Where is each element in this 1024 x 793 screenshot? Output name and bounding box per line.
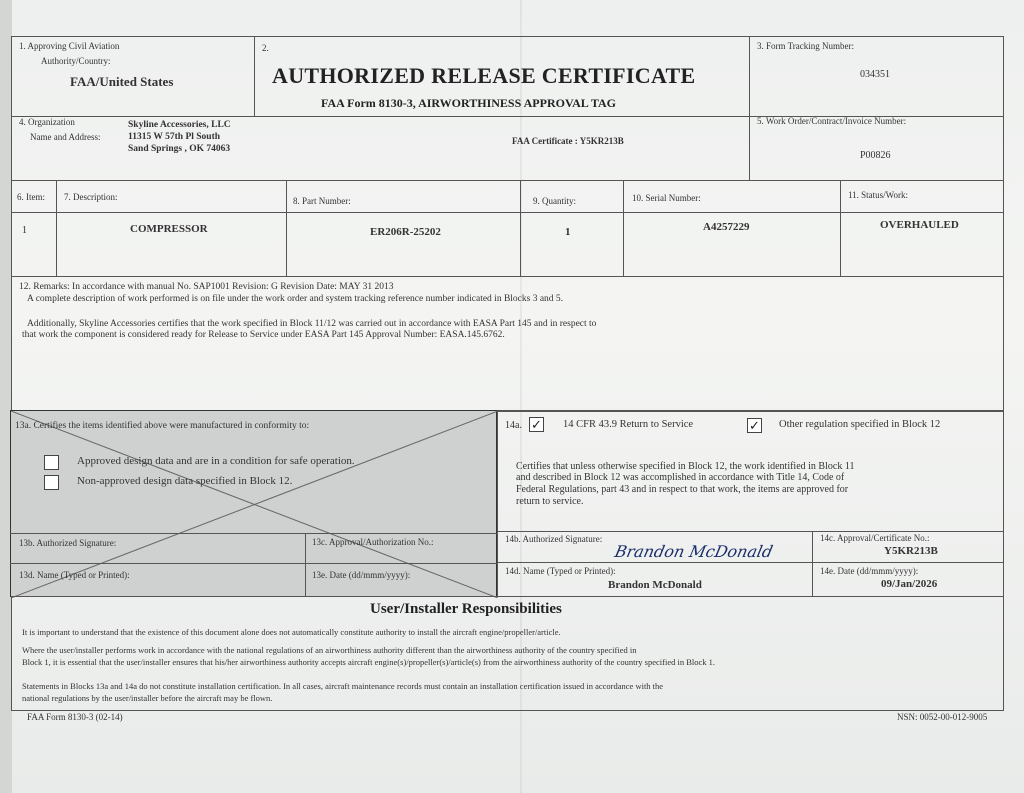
faa-certificate: FAA Certificate : Y5KR213B xyxy=(512,136,624,146)
block13-divider xyxy=(305,533,306,597)
block1-label: 1. Approving Civil Aviation xyxy=(19,41,120,51)
header-description: 7. Description: xyxy=(64,192,118,202)
other-regulation-checkbox[interactable]: ✓ xyxy=(747,418,762,433)
block4-label-2: Name and Address: xyxy=(30,132,101,142)
block14-divider xyxy=(497,531,1004,532)
signature-date: 09/Jan/2026 xyxy=(881,578,938,590)
header-item: 6. Item: xyxy=(17,192,45,202)
block13b-label: 13b. Authorized Signature: xyxy=(19,538,117,548)
cfr-43-9-label: 14 CFR 43.9 Return to Service xyxy=(563,419,694,430)
col-divider xyxy=(623,180,624,277)
header-status: 11. Status/Work: xyxy=(848,190,908,200)
responsibilities-p3b: national regulations by the user/installer before the aircraft may be flown. xyxy=(22,693,273,703)
col-divider xyxy=(840,180,841,277)
printed-name: Brandon McDonald xyxy=(608,579,702,591)
nsn-footer: NSN: 0052-00-012-9005 xyxy=(897,712,988,722)
responsibilities-heading: User/Installer Responsibilities xyxy=(370,601,562,617)
block14a-label: 14a. xyxy=(505,420,522,431)
remarks-line-1: 12. Remarks: In accordance with manual No. SAP1001 Revision: G Revision Date: MAY 31 2013 xyxy=(19,282,394,292)
block14-cert-line-4: return to service. xyxy=(516,496,584,507)
row-quantity: 1 xyxy=(565,226,571,238)
block14d-label: 14d. Name (Typed or Printed): xyxy=(505,566,616,576)
form-number-footer: FAA Form 8130-3 (02-14) xyxy=(27,712,123,722)
org-street: 11315 W 57th Pl South xyxy=(128,132,221,142)
header-part-number: 8. Part Number: xyxy=(293,196,351,206)
block14-divider xyxy=(497,562,1004,563)
block5-label: 5. Work Order/Contract/Invoice Number: xyxy=(757,116,907,126)
non-approved-design-checkbox[interactable] xyxy=(44,475,59,490)
approved-design-label: Approved design data and are in a condition for safe operation. xyxy=(77,455,355,467)
items-header-divider xyxy=(11,212,1004,213)
responsibilities-p2a: Where the user/installer performs work in accordance with the national regulations of an airworthiness authority different than the airworthiness authority of the country specified in xyxy=(22,645,637,655)
non-approved-design-label: Non-approved design data specified in Block 12. xyxy=(77,475,293,487)
row-status: OVERHAULED xyxy=(880,219,959,231)
block13c-label: 13c. Approval/Authorization No.: xyxy=(312,537,434,547)
block14b-label: 14b. Authorized Signature: xyxy=(505,534,603,544)
col-divider xyxy=(286,180,287,277)
block14c-label: 14c. Approval/Certificate No.: xyxy=(820,533,930,543)
block14-divider xyxy=(812,531,813,597)
block2-label: 2. xyxy=(262,43,269,53)
header-quantity: 9. Quantity: xyxy=(533,196,576,206)
responsibilities-p1: It is important to understand that the existence of this document alone does not automatically constitute authority to install the aircraft engine/propeller/article. xyxy=(22,627,561,637)
block13e-label: 13e. Date (dd/mmm/yyyy): xyxy=(312,570,411,580)
block13-shaded-area xyxy=(10,410,497,597)
block14-cert-line-1: Certifies that unless otherwise specified in Block 12, the work identified in Block 11 xyxy=(516,461,855,472)
form-tracking-number: 034351 xyxy=(860,69,890,80)
block14-cert-line-3: Federal Regulations, part 43 and in respect to that work, the items are approved for xyxy=(516,484,849,495)
row-part-number: ER206R-25202 xyxy=(370,226,441,238)
cfr-43-9-checkbox[interactable]: ✓ xyxy=(529,417,544,432)
block4-label: 4. Organization xyxy=(19,117,75,127)
block4-box xyxy=(11,116,750,181)
other-regulation-label: Other regulation specified in Block 12 xyxy=(779,419,941,430)
org-name: Skyline Accessories, LLC xyxy=(128,120,231,130)
approval-certificate-number: Y5KR213B xyxy=(884,545,938,557)
col-divider xyxy=(520,180,521,277)
block13a-label: 13a. Certifies the items identified above were manufactured in conformity to: xyxy=(15,421,310,431)
header-serial: 10. Serial Number: xyxy=(632,193,701,203)
certificate-title: AUTHORIZED RELEASE CERTIFICATE xyxy=(272,63,696,88)
handwritten-signature: Brandon McDonald xyxy=(612,542,775,561)
block14e-label: 14e. Date (dd/mmm/yyyy): xyxy=(820,566,919,576)
block1-label-2: Authority/Country: xyxy=(41,56,111,66)
block3-label: 3. Form Tracking Number: xyxy=(757,41,855,51)
certificate-subtitle: FAA Form 8130-3, AIRWORTHINESS APPROVAL TAG xyxy=(321,96,616,110)
block13-divider xyxy=(10,533,497,534)
responsibilities-p2b: Block 1, it is essential that the user/installer ensures that his/her airworthiness authority accepts aircraft engine(s)/propeller(s)/article(s) from the airworthiness authority of the country specified in Block 1. xyxy=(22,657,716,667)
block13-divider xyxy=(10,563,497,564)
block13d-label: 13d. Name (Typed or Printed): xyxy=(19,570,130,580)
row-item: 1 xyxy=(22,225,27,236)
remarks-line-2: A complete description of work performed is on file under the work order and system tracking reference number indicated in Blocks 3 and 5. xyxy=(27,294,564,304)
row-serial: A4257229 xyxy=(703,221,750,233)
approved-design-checkbox[interactable] xyxy=(44,455,59,470)
responsibilities-p3a: Statements in Blocks 13a and 14a do not constitute installation certification. In all cases, aircraft maintenance records must contain an installation certification issued in accordance with the xyxy=(22,681,664,691)
work-order-number: P00826 xyxy=(860,150,891,161)
col-divider xyxy=(56,180,57,277)
block14-cert-line-2: and described in Block 12 was accomplished in accordance with Title 14, Code of xyxy=(516,472,845,483)
row-description: COMPRESSOR xyxy=(130,223,208,235)
remarks-line-3: Additionally, Skyline Accessories certifies that the work specified in Block 11/12 was carried out in accordance with EASA Part 145 and in respect to xyxy=(27,319,597,329)
org-city: Sand Springs , OK 74063 xyxy=(128,144,231,154)
remarks-line-4: that work the component is considered ready for Release to Service under EASA Part 145 Approval Number: EASA.145.6762. xyxy=(22,330,505,340)
block1-value: FAA/United States xyxy=(70,74,174,89)
